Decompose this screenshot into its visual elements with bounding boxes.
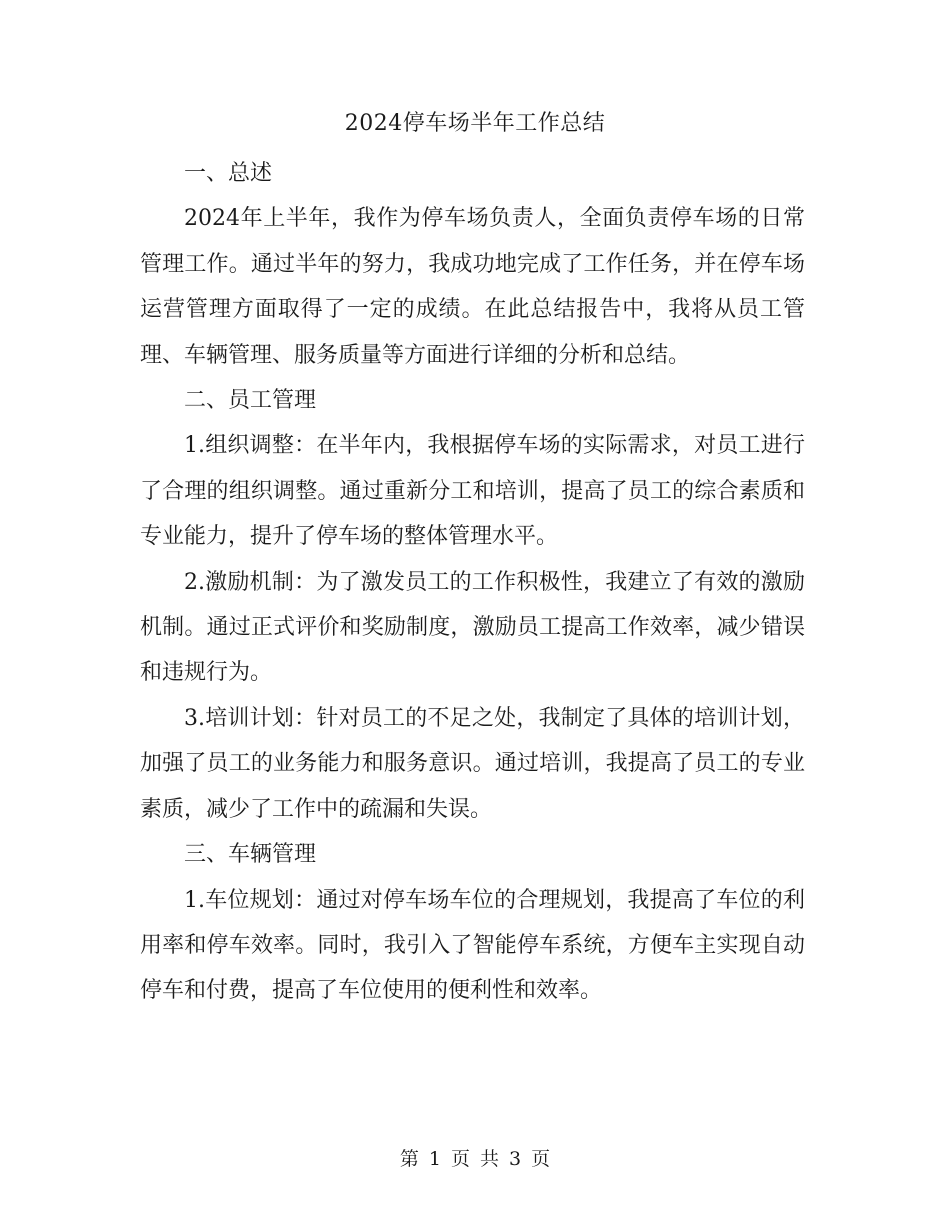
page-number-footer: 第 1 页 共 3 页	[399, 1148, 551, 1170]
document-body	[140, 151, 805, 1014]
section-heading-vehicles: 三、车辆管理	[184, 842, 317, 868]
section-heading-overview: 一、总述	[184, 161, 273, 186]
paragraph-overview: 2024年上半年，我作为停车场负责人，全面负责停车场的日常管理工作。通过半年的努力，我成功地完成了工作任务，并在停车场运营管理方面取得了一定的成绩。在此总结报告中，我将从员工管理、车辆管理、服务质量等方面进行详细的分析和总结。	[140, 206, 805, 368]
section-heading-staff: 二、员工管理	[184, 388, 317, 414]
document-title: 2024停车场半年工作总结	[344, 111, 606, 136]
paragraph-staff-3: 3.培训计划：针对员工的不足之处，我制定了具体的培训计划，加强了员工的业务能力和服务意识。通过培训，我提高了员工的专业素质，减少了工作中的疏漏和失误。	[140, 705, 805, 822]
paragraph-staff-1: 1.组织调整：在半年内，我根据停车场的实际需求，对员工进行了合理的组织调整。通过重新分工和培训，提高了员工的综合素质和专业能力，提升了停车场的整体管理水平。	[140, 433, 805, 550]
paragraph-vehicles-1: 1.车位规划：通过对停车场车位的合理规划，我提高了车位的利用率和停车效率。同时，我引入了智能停车系统，方便车主实现自动停车和付费，提高了车位使用的便利性和效率。	[140, 887, 805, 1004]
paragraph-staff-2: 2.激励机制：为了激发员工的工作积极性，我建立了有效的激励机制。通过正式评价和奖励制度，激励员工提高工作效率，减少错误和违规行为。	[140, 569, 805, 686]
